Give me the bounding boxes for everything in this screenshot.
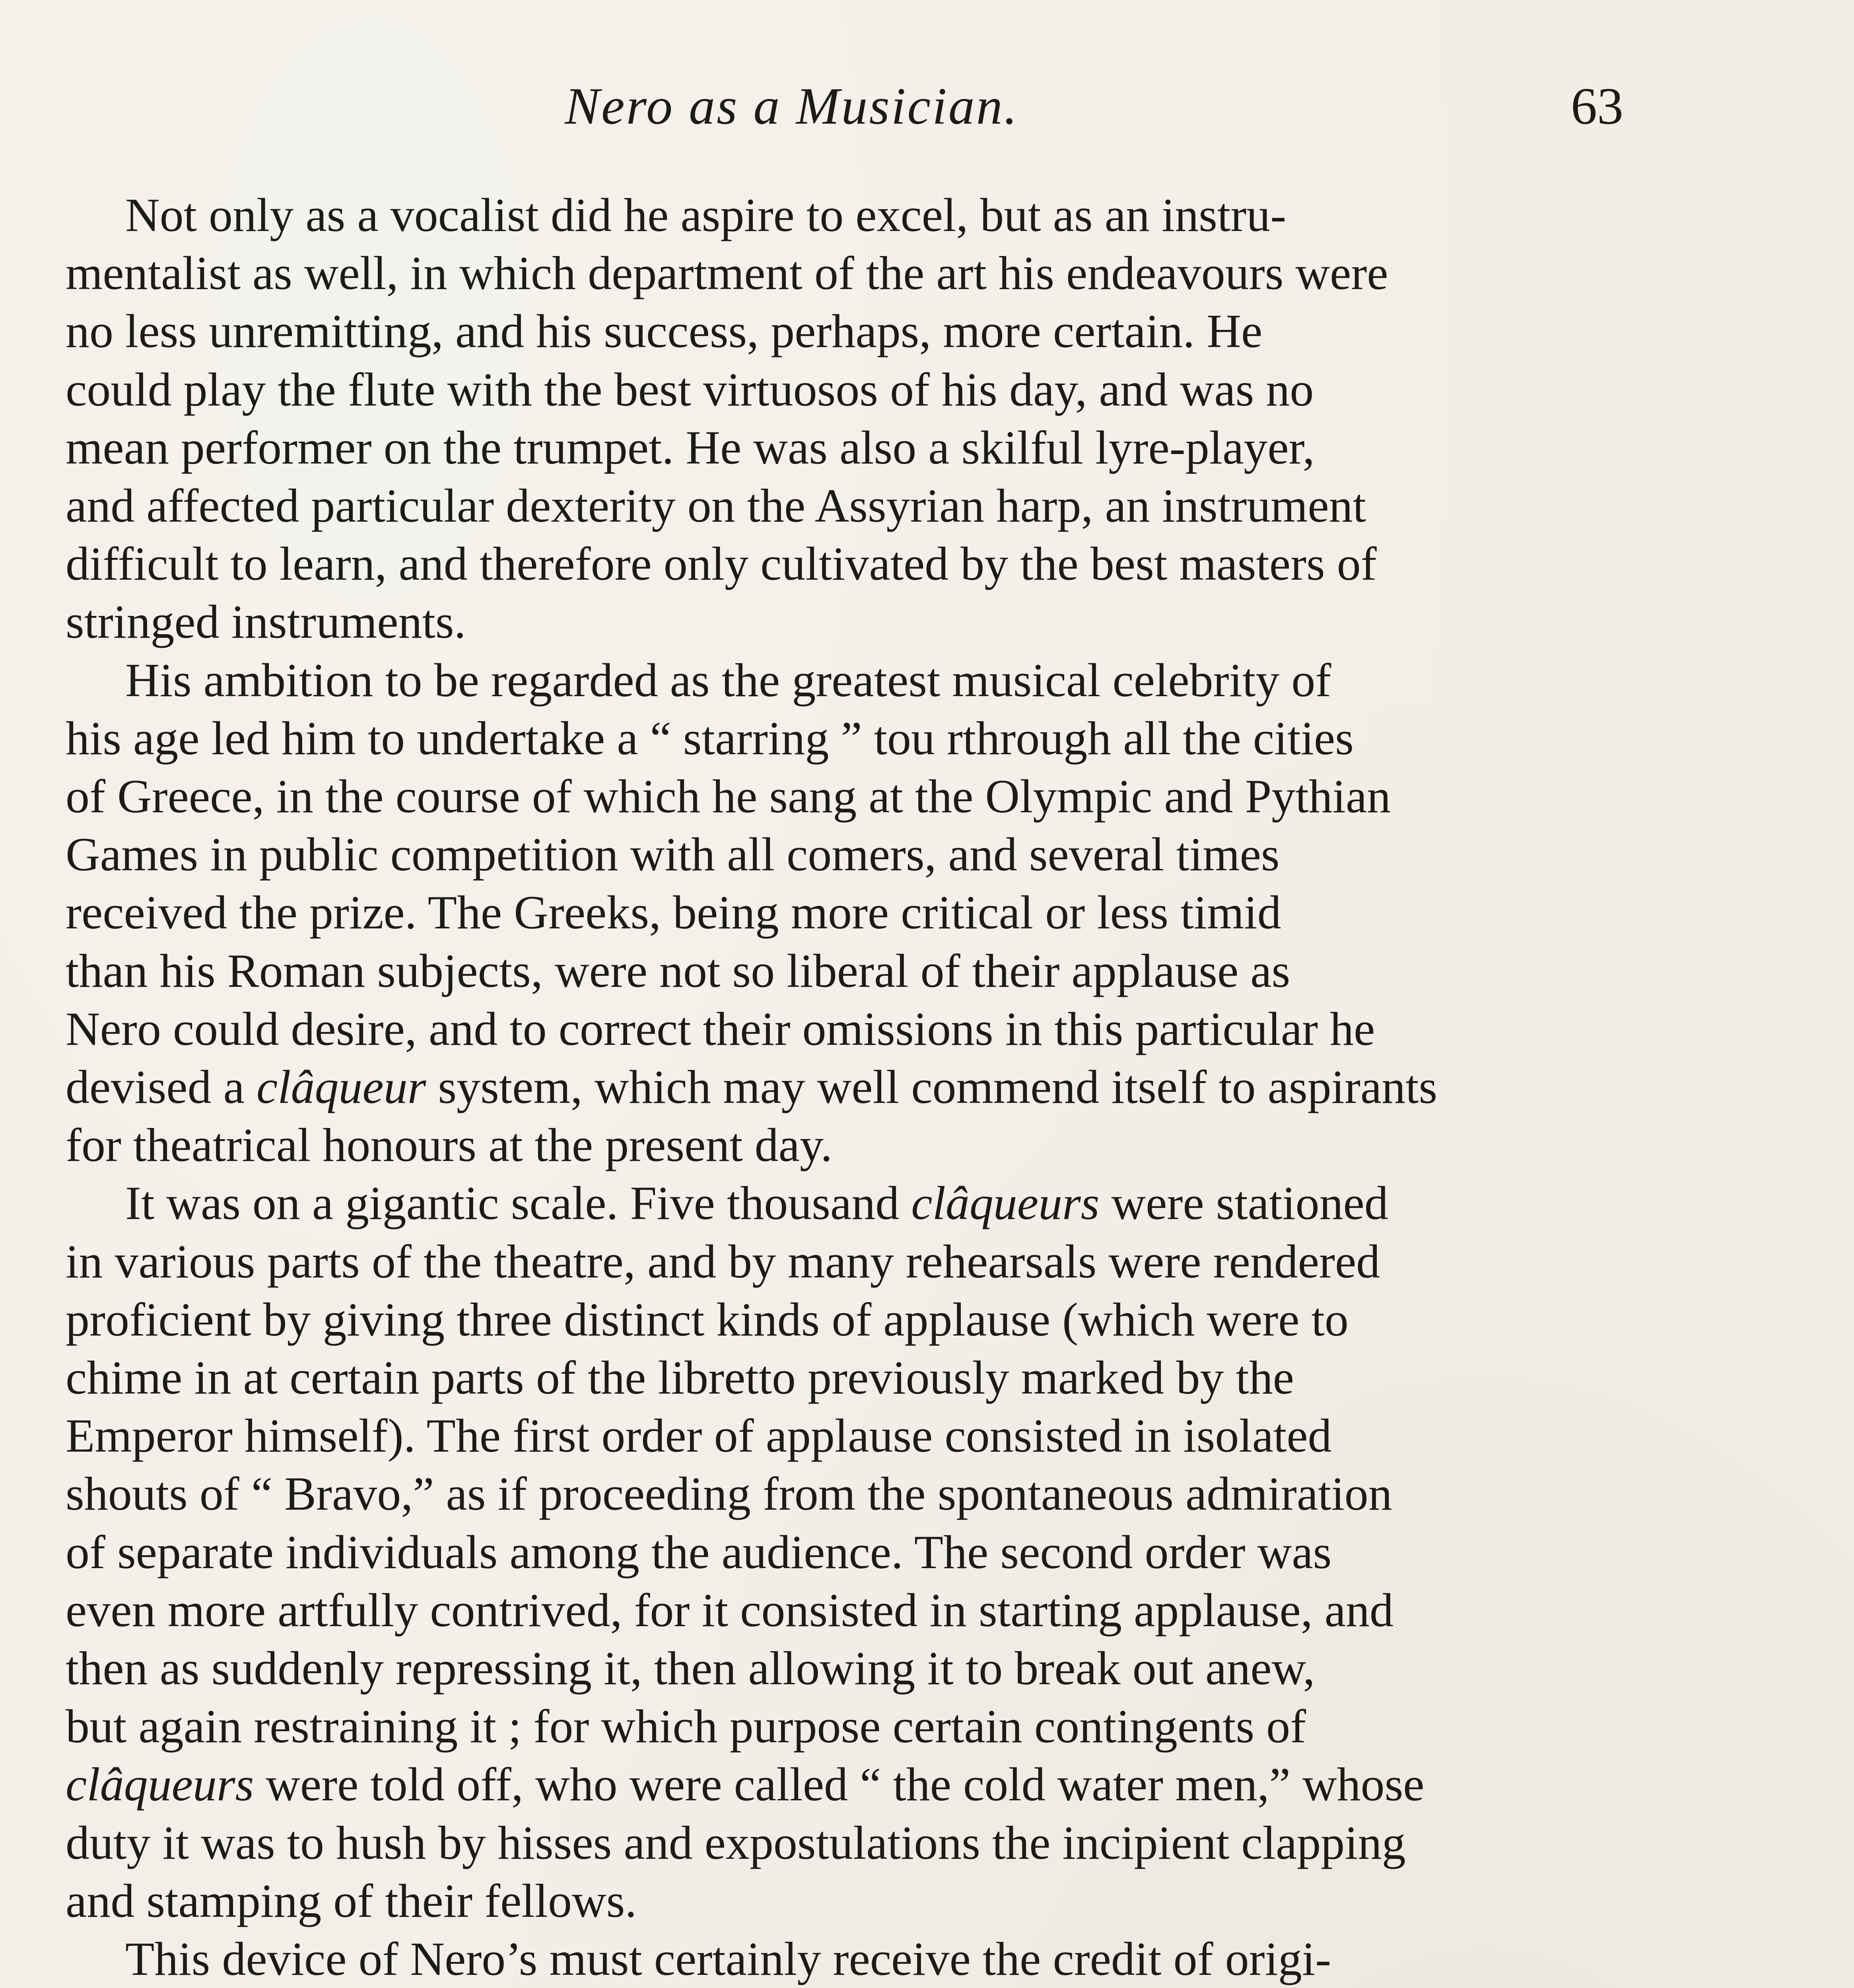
text-run: This device of Nero’s must certainly receive the credit of origi-: [125, 1932, 1331, 1986]
paragraph: [66, 1930, 1634, 1988]
text-run: His ambition to be regarded as the greatest musical celebrity of his age led him to undertake a “ starring ” tou rthrough all the cities of Greece, in the course of which he sang at the Olympic and Pythian Games in public competition with all comers, and several times received the prize. The Greeks, being more critical or less timid than his Roman subjects, were not so liberal of their applause as Nero could desire, and to correct their omissions in this particular he devised a: [66, 653, 1391, 1114]
text-run: were told off, who were called “ the cold water men,” whose duty it was to hush by hisses and expostulations the incipient clapping and stamping of their fellows.: [66, 1758, 1425, 1927]
text-run: It was on a gigantic scale. Five thousand: [125, 1176, 911, 1230]
body-text: [66, 186, 1634, 1988]
italic-term: clâqueur: [256, 1060, 426, 1114]
running-head: [0, 76, 1854, 147]
running-title: Nero as a Musician.: [565, 77, 1019, 135]
page-number: 63: [1571, 77, 1623, 135]
text-run: Not only as a vocalist did he aspire to excel, but as an instru- mentalist as well, in which department of the art his endeavours were no less unremitting, and his success, perhaps, more certain. He could play the flute with the best virtuosos of his day, and was no mean performer on the trumpet. He was also a skilful lyre-player, and affected particular dexterity on the Assyrian harp, an instrument difficult to learn, and therefore only cultivated by the best masters of stringed instruments.: [66, 188, 1388, 648]
italic-term: clâqueurs: [911, 1176, 1100, 1230]
paragraph: [66, 651, 1634, 1175]
italic-term: clâqueurs: [66, 1758, 254, 1811]
paragraph: [66, 1174, 1634, 1930]
text-run: system, which may well commend itself to aspirants for theatrical honours at the present day.: [66, 1060, 1438, 1172]
paragraph: [66, 186, 1634, 651]
text-run: were stationed in various parts of the theatre, and by many rehearsals were rendered proficient by giving three distinct kinds of applause (which were to chime in at certain parts of the libretto previously marked by the Emperor himself). The first order of applause consisted in isolated shouts of “ Bravo,” as if proceeding from the spontaneous admiration of separate individuals among the audience. The second order was even more artfully contrived, for it consisted in starting applause, and then as suddenly repressing it, then allowing it to break out anew, but again restraining it ; for which purpose certain contingents of: [66, 1176, 1394, 1753]
